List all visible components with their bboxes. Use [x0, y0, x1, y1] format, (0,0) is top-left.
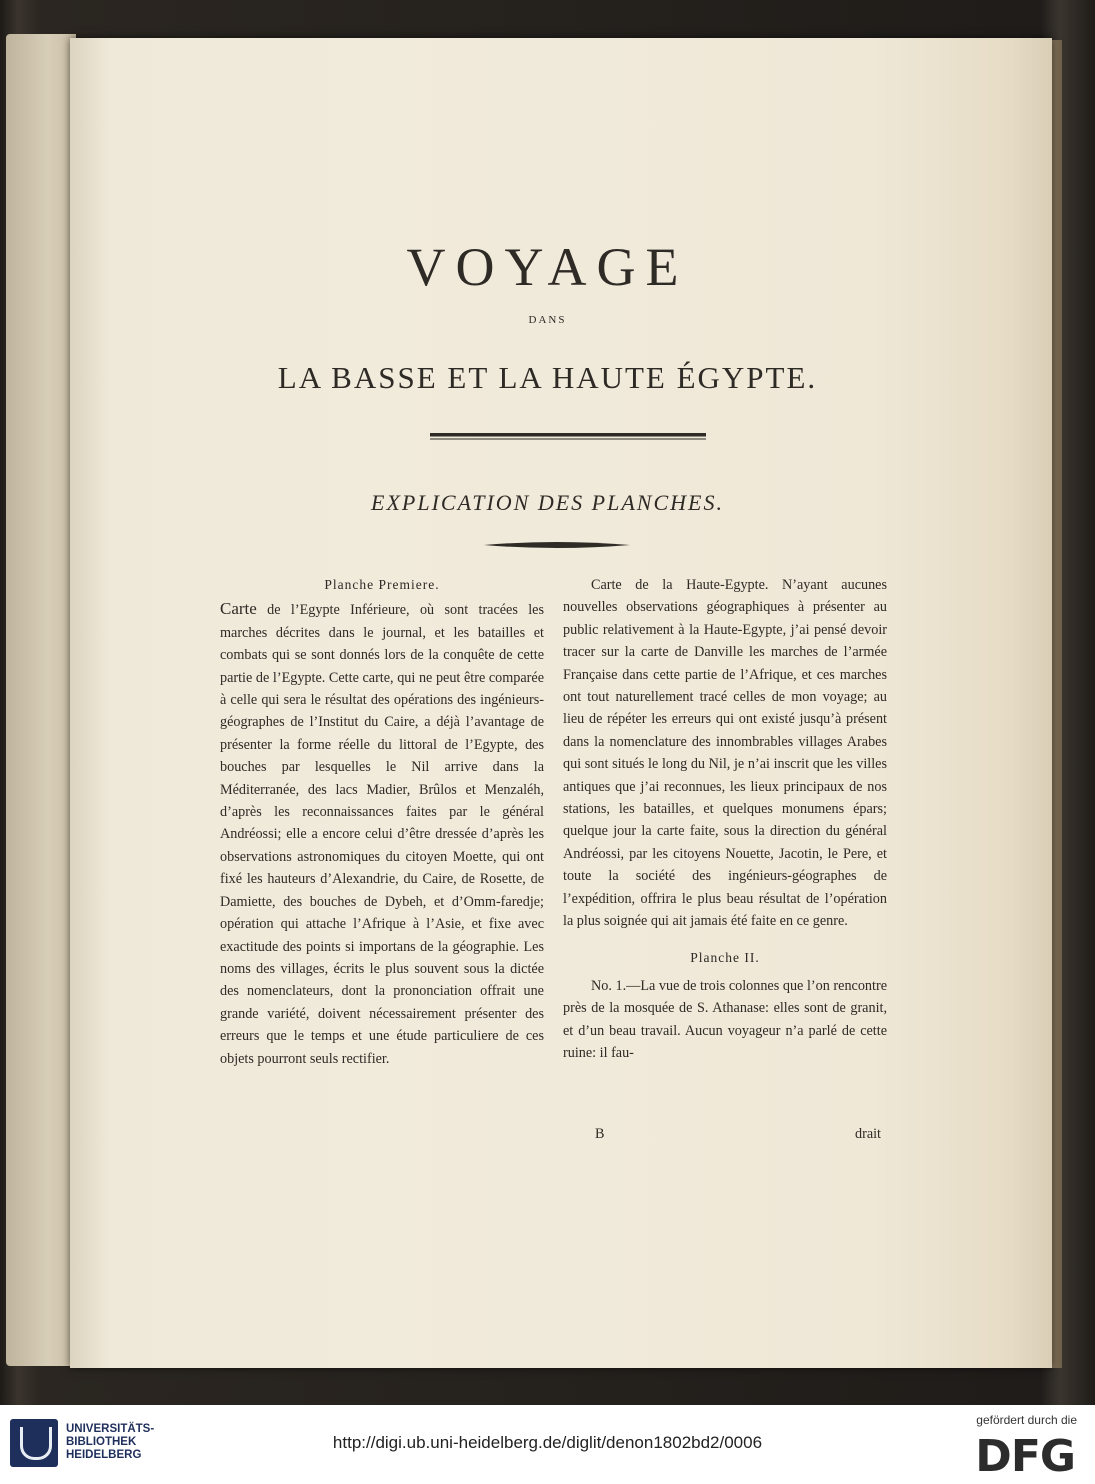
- permalink-url[interactable]: http://digi.ub.uni-heidelberg.de/diglit/denon1802bd2/0006: [332, 1433, 763, 1452]
- dfg-logo: DFG: [975, 1431, 1075, 1482]
- section-heading: EXPLICATION DES PLANCHES.: [371, 490, 724, 515]
- institution-name: UNIVERSITÄTS- BIBLIOTHEK HEIDELBERG: [66, 1423, 155, 1461]
- plate-2-description: No. 1.—La vue de trois colonnes que l’on rencontre près de la mosquée de S. Athanase: elles sont de granit, et d’un beau travail. Aucun voyageur n’a parlé de cette ruine: il fau-: [563, 977, 887, 1062]
- catchword: drait: [855, 1126, 881, 1142]
- left-column: [220, 574, 544, 1070]
- double-rule-divider: [430, 432, 706, 442]
- signature-mark: B: [595, 1126, 605, 1142]
- ornament-divider: [484, 540, 630, 550]
- sponsor-text: gefördert durch die: [976, 1413, 1077, 1427]
- upper-egypt-map-description: Carte de la Haute-Egypte. N’ayant aucunes nouvelles observations géographiques à présenter au public relativement à la Haute-Egypte, j’ai pensé devoir tracer sur la carte de Danville les marches de l’armée Française dans cette partie de l’Afrique, et ces marches ont tout naturellement tracé celles de mon voyage; au lieu de répéter les erreurs qui ont existé jusqu’à présent dans la nomenclature des innombrables villages Arabes qui sont situés le long du Nil, je n’ai inscrit que les villes antiques que j’ai reconnues, les lieux principaux de nos stations, les batailles, et quelques monumens épars; quelque jour la carte faite, sous la direction du général Andréossi, par les citoyens Nouette, Jacotin, le Pere, et toute la société des ingénieurs-géographes de l’expédition, offrira le plus beau résultat de l’opération la plus soignée qui ait jamais été faite en ce genre.: [563, 577, 887, 930]
- title-connector: DANS: [528, 314, 567, 326]
- plate-1-text: de l’Egypte Inférieure, où sont tracées les marches décrites dans le journal, et les batailles et combats qui se sont donnés lors de la conquête de cette partie de l’Egypte. Cette carte, qui ne peut être comparée à celle qui sera le résultat des opérations des ingénieurs-géographes de l’Institut du Caire, a déjà l’avantage de présenter la forme réelle du littoral de l’Egypte, des bouches par lesquelles le Nil arrive dans la Méditerranée, des lacs Madier, Brûlos et Menzaléh, d’après les reconnaissances faites par le général Andréossi; elle a encore celui d’être dressée d’après les observations astronomiques du citoyen Moette, qui ont fixé les hauteurs d’Alexandrie, du Caire, de Rosette, de Damiette, des bouches de Dybeh, et d’Omm-faredje; opération qui attache l’Afrique à l’Asie, et fixe avec exactitude des points si importans de la géographie. Les noms des villages, écrits le plus souvent sous la dictée des nomenclateurs, dont la prononciation offrait une grande variété, doivent nécessairement présenter des erreurs que le temps et une étude particuliere de ces objets pourront seuls rectifier.: [220, 602, 544, 1067]
- drop-cap-word: Carte: [220, 599, 257, 619]
- page-title: VOYAGE: [406, 237, 689, 297]
- right-column: [563, 574, 887, 1065]
- page-subtitle: LA BASSE ET LA HAUTE ÉGYPTE.: [277, 360, 818, 395]
- plate-heading-1: Planche Premiere.: [324, 577, 440, 592]
- previous-page-edge: [6, 34, 76, 1366]
- plate-heading-2: Planche II.: [690, 949, 760, 965]
- viewer-footer: [0, 1405, 1095, 1484]
- plate-1-description: [220, 598, 544, 1070]
